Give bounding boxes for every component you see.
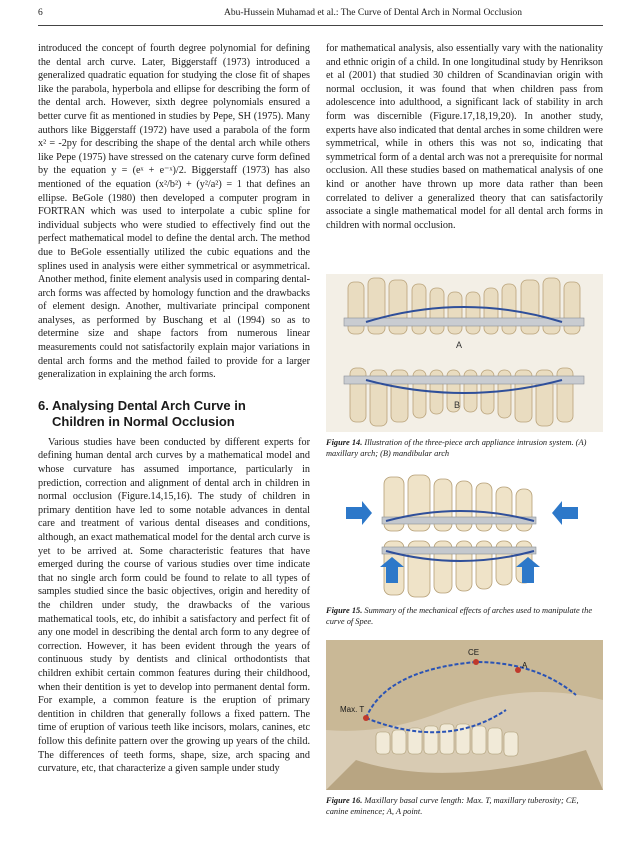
figure-16-caption <box>326 795 603 817</box>
section-heading-line2: Children in Normal Occlusion <box>52 413 235 429</box>
label-max-t: Max. T <box>340 705 365 714</box>
three-piece-arch-illustration <box>326 274 603 432</box>
figure-16-image <box>326 640 603 790</box>
figure-15-label: Figure 15. <box>326 606 363 615</box>
body-paragraph: for mathematical analysis, also essentially vary with the nationality and ethnic origin of a child. In one longitudinal study by Henrikson et al (2001) that studied 30 children of Scandinavian origin with normal occlusion, it was found that when children pass from adolescence into adulthood, a significant lack of stability in arch form was discernible (Figure.17,18,19,20). In another study, experts have also indicated that dental arches in some children were symmetrical, while in others this was not so, indicating that symmetrical form of a dental arch was not a prerequisite for normal occlusion. All these studies based on mathematical analysis of one kind or another have thrown up more data rather than been correlated to deliver a generalized theory that can satisfactorily associate a single mathematical model for all dental arch forms in children with normal occlusion. <box>326 43 603 231</box>
figure-15-caption <box>326 605 603 627</box>
body-paragraph: introduced the concept of fourth degree polynomial for defining the dental arch curve. Later, Biggerstaff (1973) introduced a generalized quadratic equation for studying the close fit of shapes like the parabola, hyperbola and ellipse for describing the form of the dental arch. However, sixth degree polynomials ensured a better curve fit as mentioned in studies by Pepe, SH (1975). Many authors like Biggerstaff (1972) have used a parabola of the form x² = -2py for describing the shape of the dental arch while others like Pepe (1975) have stressed on the catenary curve form defined by the equation y = (eˣ + e⁻ˣ)/2. Biggerstaff (1973) has also mentioned of the equation (x²/b²) + (y²/a²) = 1 that defines an ellipse. BeGole (1980) then developed a computer program in FORTRAN which was used to interpolate a cubic spline for individual subjects who were studied to effectively find out the perfect mathematical model to define the dental arch. The method due to BeGole essentially utilized the cubic equations and the splines used in analysis were either symmetrical or asymmetrical. Another method, finite element analysis used in comparing dental-arch forms was affected by homology function and the drawbacks of element design. Another, multivariate principal component analyses, as performed by Buschang et al (1994) so as to determine size and shape factors from numerous linear measurements could not satisfactorily explain major variations in dental arch forms and the method failed to provide for a larger generalization in explaining the arch forms. <box>38 43 310 381</box>
figure-14-label: Figure 14. <box>326 438 363 447</box>
left-column <box>38 42 310 776</box>
figure-16-label: Figure 16. <box>326 796 363 805</box>
figure-15-caption-text: Summary of the mechanical effects of arches used to manipulate the curve of Spee. <box>326 606 593 626</box>
panel-label-b: B <box>454 400 461 410</box>
maxillary-basal-curve-illustration <box>326 640 603 790</box>
page-number: 6 <box>38 8 43 18</box>
header-rule <box>38 25 603 26</box>
figure-14-caption <box>326 437 603 459</box>
curve-of-spee-mechanics-illustration <box>326 471 603 601</box>
figure-14-caption-text: Illustration of the three-piece arch appliance intrusion system. (A) maxillary arch; (B) mandibular arch <box>326 438 587 458</box>
figure-15-image <box>326 471 603 601</box>
right-column <box>326 42 603 232</box>
section-heading-line1: 6. Analysing Dental Arch Curve in <box>38 397 246 413</box>
panel-label-a: A <box>456 340 463 350</box>
figure-14-image <box>326 274 603 432</box>
body-paragraph: Various studies have been conducted by different experts for defining human dental arch curves by a mathematical model and whose curvature has assumed importance, particularly in prediction, correction and alignment of dental arch in children in normal occlusion (Figure.14,15,16). The study of children in primary dentition have led to some notable advances in dental care and treatment of various dental diseases and conditions, although, an exact mathematical model for the dental arch curve is yet to be arrived at. Some characteristic features that have emerged during the course of various studies over time indicate that no single arch form could be found to relate to all types of samples studied since the basic objectives, origin and heredity of the children under study, the drawbacks of the various mathematical tools, etc, do inhibit a satisfactory and perfect fit of any one model in describing the dental arch form to any degree of correction. However, it has been evident through the years of continuous study by dentists and clinical orthodontists that children exhibit certain common features during their childhood, when their dentition is yet to develop into permanent dental form. For example, a common feature is the eruption of primary dentition in children that generally follows a fixed pattern. The time of eruption of various teeth like incisors, molars, canines, etc follow this definite pattern over the growing up years of the child. The differences of teeth forms, shape, size, arch spacing and curvature, etc, that characterize a given sample under study <box>38 436 310 775</box>
section-heading <box>38 398 310 430</box>
label-ce: CE <box>468 648 480 657</box>
running-title: Abu-Hussein Muhamad et al.: The Curve of Dental Arch in Normal Occlusion <box>224 8 522 18</box>
figure-16-caption-text: Maxillary basal curve length: Max. T, maxillary tuberosity; CE, canine eminence; A, A point. <box>326 796 579 816</box>
label-a: A <box>522 661 528 670</box>
